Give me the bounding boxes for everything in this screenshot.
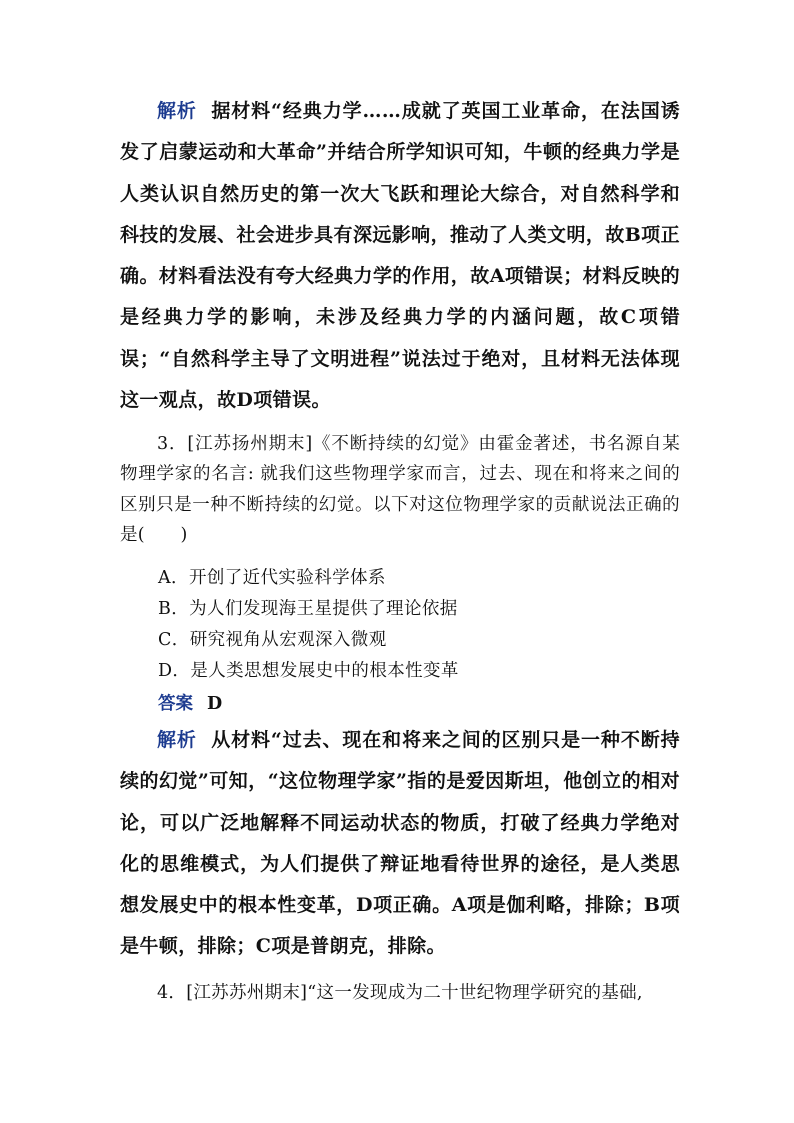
- analysis-label: 解析: [157, 100, 197, 122]
- analysis-paragraph-1: [120, 91, 680, 421]
- question-3-option-a: A．开创了近代实验科学体系: [158, 568, 386, 588]
- analysis-text: 据材料“经典力学……成就了英国工业革命，在法国诱发了启蒙运动和大革命”并结合所学知识可知，牛顿的经典力学是人类认识自然历史的第一次大飞跃和理论大综合，对自然科学和科技的发展、社会进步具有深远影响，推动了人类文明，故B项正确。材料看法没有夸大经典力学的作用，故A项错误；材料反映的是经典力学的影响，未涉及经典力学的内涵问题，故C项错误；“自然科学主导了文明进程”说法过于绝对，且材料无法体现这一观点，故D项错误。: [120, 100, 681, 412]
- question-3-stem: 3．[江苏扬州期末]《不断持续的幻觉》由霍金著述，书名源自某物理学家的名言: 就我们这些物理学家而言，过去、现在和将来之间的区别只是一种不断持续的幻觉。以下对这位物理学家的贡献说法正确的是( ): [120, 434, 680, 546]
- analysis-label: 解析: [157, 729, 197, 751]
- question-3-option-c: C．研究视角从宏观深入微观: [158, 630, 387, 650]
- answer-line: [158, 689, 222, 719]
- question-3-option-d: D．是人类思想发展史中的根本性变革: [158, 661, 459, 681]
- analysis-text: 从材料“过去、现在和将来之间的区别只是一种不断持续的幻觉”可知，“这位物理学家”指的是爱因斯坦，他创立的相对论，可以广泛地解释不同运动状态的物质，打破了经典力学绝对化的思维模式，为人们提供了辩证地看待世界的途径，是人类思想发展史中的根本性变革，D项正确。A项是伽利略，排除；B项是牛顿，排除；C项是普朗克，排除。: [120, 729, 680, 958]
- answer-label: 答案: [158, 694, 193, 714]
- question-3-option-b: B．为人们发现海王星提供了理论依据: [158, 599, 458, 619]
- answer-value: D: [207, 694, 223, 714]
- analysis-paragraph-2: [120, 720, 680, 968]
- question-4-stem: 4．[江苏苏州期末]“这一发现成为二十世纪物理学研究的基础,: [157, 983, 643, 1003]
